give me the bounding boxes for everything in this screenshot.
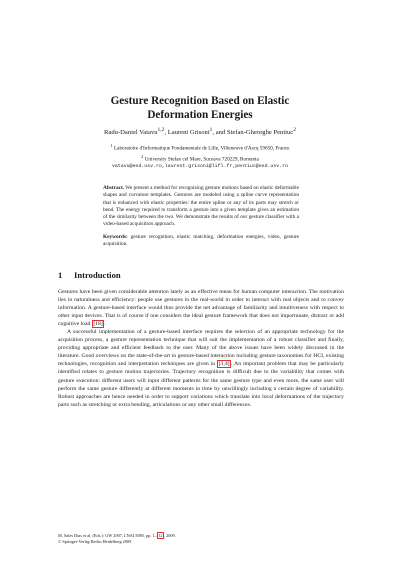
author-3-affil: 2 — [293, 127, 296, 133]
paragraph-2 — [58, 328, 344, 408]
affiliation-1-text: Laboratoire d'Informatique Fondamentale de Lille, Villeneuve d'Ascq 59650, France — [112, 145, 290, 152]
citation-link[interactable]: [3,4] — [218, 361, 230, 368]
section-heading — [58, 270, 344, 280]
abstract-text: We present a method for recognizing gesture motions based on elastic deformable shapes and curvature templates. Gestures are modeled using a spline curve representation that is enhanced with elastic properties: the entire spline or any of its parts may stretch or bend. The energy required to transform a gesture into a given template gives an estimation of the similarity between the two. We demonstrate the results of our gesture classifier with a video-based acquisition approach. — [103, 185, 299, 228]
affiliations — [40, 142, 360, 170]
body-text — [58, 288, 344, 409]
footnote-year: , 2009. — [163, 533, 176, 538]
author-list — [40, 126, 360, 137]
copyright-footnote — [58, 533, 344, 545]
paragraph-1 — [58, 288, 344, 328]
footnote-citation: M. Sales Dias et al. (Eds.): GW 2007, LNAI 5085, pp. 1– — [58, 533, 157, 538]
affiliation-2 — [40, 153, 360, 164]
keywords-paragraph — [103, 234, 299, 249]
paragraph-2-text-b: . An important problem that may be particularly identified relates to gesture motion trajectories. Trajectory recognition is difficult due to the variability that comes with gesture execution: different users will input different patterns for the same gesture type and even more, the same user will perform the same gesture differently at different moments in time by unwillingly including a certain degree of variability. Robust approaches are hence needed in order to support variations which translate into local deformations of the trajectory parts such as stretching or extra bending, articulations or any other small differences. — [58, 361, 345, 408]
paragraph-1-end: . — [104, 321, 106, 328]
author-1-affil: 1,2 — [157, 127, 165, 133]
section-title: Introduction — [74, 270, 121, 280]
footnote-line-2: © Springer-Verlag Berlin Heidelberg 2009 — [58, 539, 132, 544]
author-1: Radu-Daniel Vatavu — [104, 129, 158, 137]
citation-link[interactable]: [18] — [93, 321, 103, 328]
section-number: 1 — [58, 270, 63, 280]
affiliation-2-text: University Stefan cel Mare, Suceava 720229, Romania — [143, 156, 259, 163]
page-range-link[interactable]: 12 — [158, 533, 163, 538]
author-2: , Laurent Grisoni — [164, 129, 210, 137]
title-line-1: Gesture Recognition Based on Elastic — [110, 95, 290, 107]
paragraph-1-text: Gestures have been given considerable attention lately as an effective mean for human computer interaction. The motivation lies in naturalness and efficiency: people use gestures in the real-world in order to interact with real objects and to convey information. A gesture-based interface would thus provide the net advantage of familiarity and intuitiveness with respect to other input devices. That is of course if one considers the ideal gesture framework that does not importunate, distract or add cognitive load — [58, 289, 344, 328]
title-line-2: Deformation Energies — [147, 109, 253, 121]
abstract-label: Abstract. — [103, 185, 125, 191]
keywords-text: gesture recognition, elastic matching, deformation energies, video, gesture acquisition. — [103, 233, 299, 248]
abstract-paragraph — [103, 185, 299, 229]
author-2-affil: 1 — [209, 127, 213, 133]
affiliation-2-mark: 2 — [141, 153, 144, 159]
author-3: , and Stefan-Gheorghe Pentiuc — [212, 129, 294, 137]
author-emails: vatavu@eed.usv.ro,laurent.grisoni@lifl.fr,pentiuc@eed.usv.ro — [111, 164, 289, 170]
affiliation-1 — [40, 142, 360, 153]
keywords-label: Keywords: — [103, 233, 128, 240]
abstract-block — [103, 185, 299, 253]
paper-title — [60, 94, 340, 122]
affiliation-1-mark: 1 — [110, 143, 113, 148]
paragraph-2-text-a: A successful implementation of a gesture-based interface requires the selection of an appropriate technology for the acquisition process, a gesture representation technique that will suit the implementation of a robust classifier and finally, providing appropriate and efficient feedback to the user. Many of the above issues have been widely discussed in the literature. Good overviews on the state-of-the-art in gesture-based interaction including gesture taxonomies for HCI, existing technologies, recognition and interpretation techniques are given in — [58, 329, 344, 368]
